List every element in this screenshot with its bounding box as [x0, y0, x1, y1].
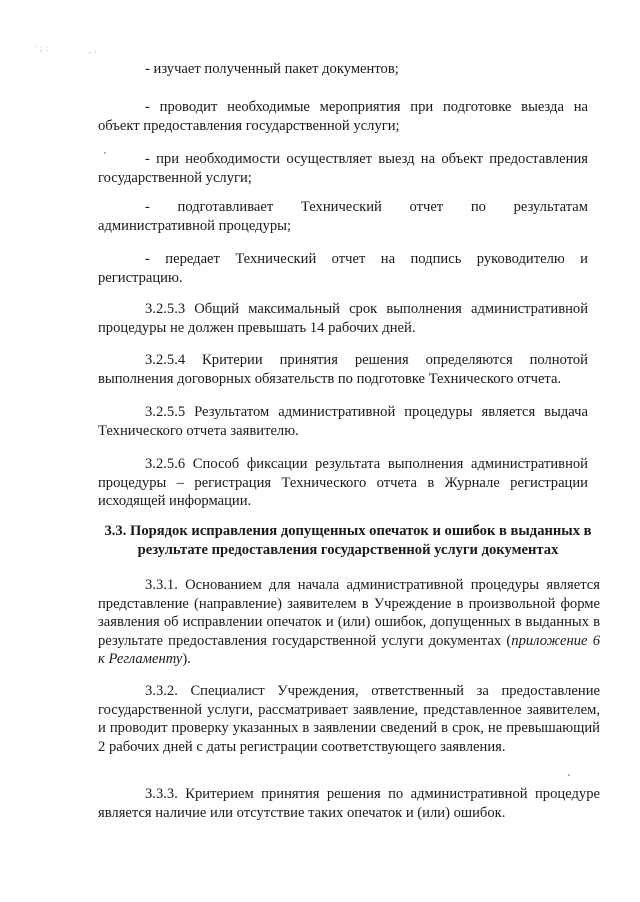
section-heading: 3.3. Порядок исправления допущенных опечаток и ошибок в выданных в результате предоставления государственной услуги документах: [104, 523, 592, 558]
paragraph-3-2-5-3: 3.2.5.3 Общий максимальный срок выполнения административной процедуры не должен превышать 14 рабочих дней.: [98, 301, 588, 336]
paragraph-3-3-3: 3.3.3. Критерием принятия решения по административной процедуре является наличие или отсутствие таких опечаток и (или) ошибок.: [98, 786, 600, 821]
appendix-reference: приложение 6 к Регламенту: [98, 632, 601, 667]
paragraph-site-visit: - при необходимости осуществляет выезд на объект предоставления государственной услуги;: [98, 151, 588, 186]
scan-mark: - ·: [88, 48, 97, 58]
paragraph-3-2-5-6: 3.2.5.6 Способ фиксации результата выполнения административной процедуры – регистрация Технического отчета в Журнале регистрации исходящей информации.: [98, 456, 588, 509]
paragraph-3-2-5-5: 3.2.5.5 Результатом административной процедуры является выдача Технического отчета заявителю.: [98, 404, 588, 439]
paragraph-3-2-5-4: 3.2.5.4 Критерии принятия решения определяются полнотой выполнения договорных обязательств по подготовке Технического отчета.: [98, 352, 588, 387]
paragraph-conducts-measures: - проводит необходимые мероприятия при подготовке выезда на объект предоставления государственной услуги;: [98, 99, 588, 134]
paragraph-transfers-report: - передает Технический отчет на подпись руководителю и регистрацию.: [98, 251, 588, 286]
paragraph-3-3-2: 3.3.2. Специалист Учреждения, ответственный за предоставление государственной услуги, рассматривает заявление, представленное заявителем, и проводит проверку указанных в заявлении сведений в срок, не превышающий 2 рабочих дней с даты регистрации соответствующего заявления.: [98, 683, 600, 755]
scan-mark: · ; :: [34, 44, 49, 54]
paragraph-prepares-report: - подготавливает Технический отчет по результатам административной процедуры;: [98, 199, 588, 234]
scan-speck: [568, 774, 570, 776]
paragraph-3-3-1: 3.3.1. Основанием для начала административной процедуры является представление (направление) заявителем в Учреждение в произвольной форме заявления об исправлении опечаток и (или) ошибок, допущенных в выданных в результате предоставления государственной услуги документах (приложение 6 к Регламенту).: [98, 577, 601, 667]
paragraph-studies-documents: - изучает полученный пакет документов;: [145, 61, 399, 77]
